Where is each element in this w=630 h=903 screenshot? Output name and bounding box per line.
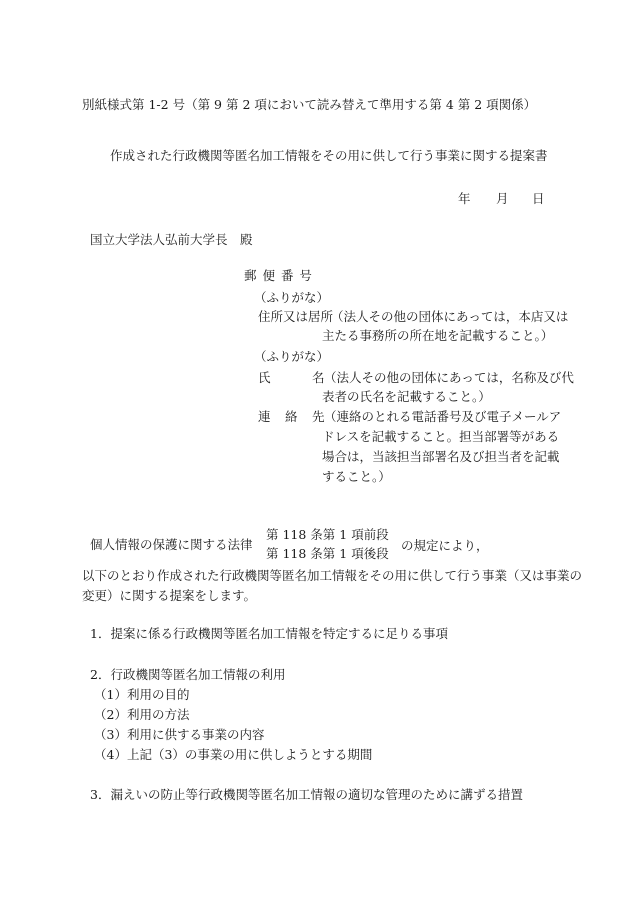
furigana-label: （ふりがな） <box>254 349 330 364</box>
postal-code-label: 郵 便 番 号 <box>244 268 313 283</box>
statement-suffix: の規定により， <box>401 538 489 553</box>
name-note-2: 表者の氏名を記載すること。） <box>322 389 491 404</box>
sub-item-4: （4）上記（3）の事業の用に供しようとする期間 <box>94 747 373 762</box>
contact-note-3: 場合は，当該担当部署名及び担当者を記載 <box>322 449 560 464</box>
address-label: 住所又は居所 <box>258 309 334 324</box>
contact-note-1: （連絡のとれる電話番号及び電子メールア <box>324 409 562 424</box>
statement-line-2: 以下のとおり作成された行政機関等匿名加工情報をその用に供して行う事業（又は事業の <box>82 568 583 583</box>
statement-law-name: 個人情報の保護に関する法律 <box>90 537 253 552</box>
document-title: 作成された行政機関等匿名加工情報をその用に供して行う事業に関する提案書 <box>110 148 548 163</box>
statement-option-2: 第 118 条第 1 項後段 <box>266 546 389 561</box>
sub-item-3: （3）利用に供する事業の内容 <box>94 727 265 742</box>
furigana-label: （ふりがな） <box>254 290 330 305</box>
item-1: 1．提案に係る行政機関等匿名加工情報を特定するに足りる事項 <box>90 626 448 641</box>
contact-label-char-1: 連 <box>258 409 271 424</box>
name-note-1: （法人その他の団体にあっては，名称及び代 <box>324 370 574 385</box>
contact-note-2: ドレスを記載すること。担当部署等がある <box>322 429 560 444</box>
contact-label-char-3: 先 <box>312 409 325 424</box>
contact-note-4: すること。） <box>322 469 391 484</box>
name-label-char-1: 氏 <box>258 370 271 385</box>
addressee: 国立大学法人弘前大学長 殿 <box>90 232 253 247</box>
contact-label-char-2: 絡 <box>285 409 298 424</box>
address-note-1: （法人その他の団体にあっては，本店又は <box>331 309 569 324</box>
address-note-2: 主たる事務所の所在地を記載すること。） <box>322 328 554 343</box>
statement-option-1: 第 118 条第 1 項前段 <box>266 527 389 542</box>
sub-item-2: （2）利用の方法 <box>94 707 190 722</box>
item-2: 2．行政機関等匿名加工情報の利用 <box>90 667 286 682</box>
date-year: 年 <box>458 191 471 206</box>
item-3: 3．漏えいの防止等行政機関等匿名加工情報の適切な管理のために講ずる措置 <box>90 787 523 802</box>
statement-line-3: 変更）に関する提案をします。 <box>82 588 257 603</box>
sub-item-1: （1）利用の目的 <box>94 687 190 702</box>
name-label-char-2: 名 <box>312 370 325 385</box>
date-day: 日 <box>532 191 545 206</box>
form-label: 別紙様式第 1-2 号（第 9 第 2 項において読み替えて準用する第 4 第 2 項関係） <box>82 97 537 112</box>
date-month: 月 <box>496 191 509 206</box>
